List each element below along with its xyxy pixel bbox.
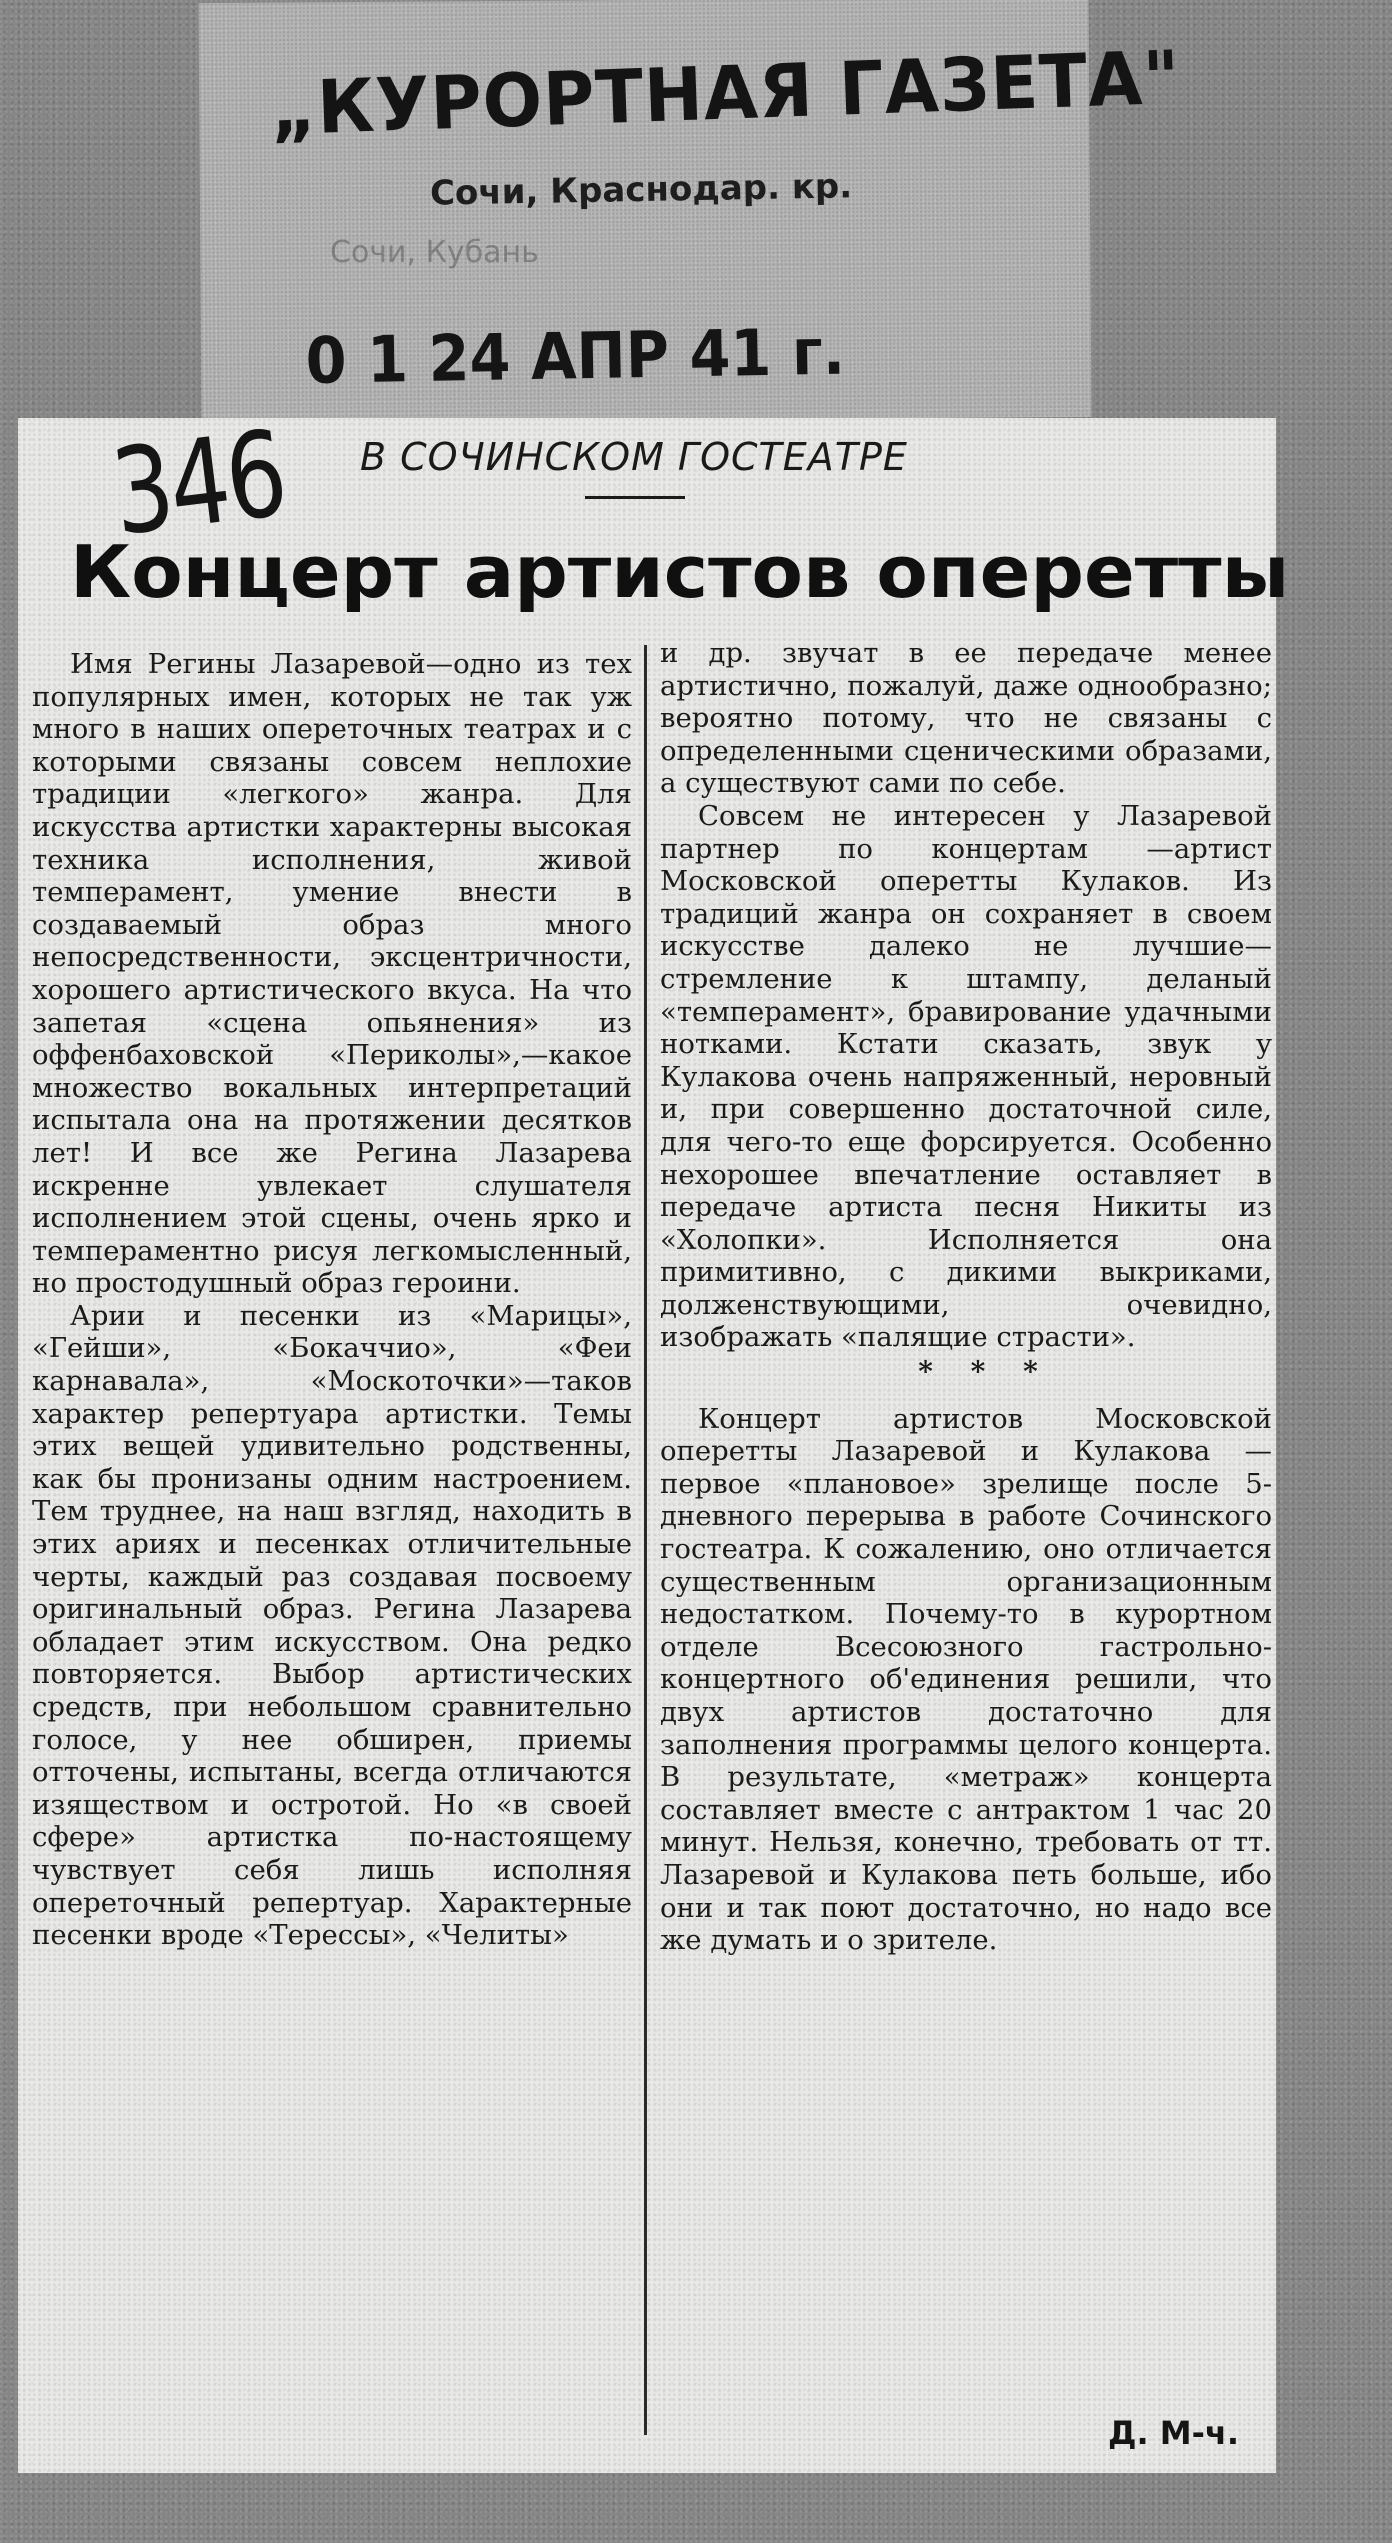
left-paragraph-1: Имя Регины Лазаревой—одно из тех популярных имен, которых не так уж много в наших опереточных театрах и с которыми связаны совсем неплохие традиции «легкого» жанра. Для искусства артистки характерны высокая техника исполнения, живой темперамент, умение внести в создаваемый образ много непосредственности, эксцентричности, хорошего артистического вкуса. На что запетая «сцена опьянения» из оффенбаховской «Периколы»,—какое множество вокальных интерпретаций испытала она на протяжении десятков лет! И все же Регина Лазарева искренне увлекает слушателя исполнением этой сцены, очень ярко и темпераментно рисуя легкомысленный, но простодушный образ героини. [32, 648, 632, 1300]
article-left-column [32, 648, 632, 1952]
handwritten-archive-number: 346 [105, 404, 292, 562]
article-rubric: В СОЧИНСКОМ ГОСТЕАТРЕ [360, 435, 908, 479]
faded-stamp-text: Сочи, Кубань [330, 235, 539, 270]
date-stamp: 0 1 24 АПР 41 г. [305, 315, 846, 399]
newspaper-title: „КУРОРТНАЯ ГАЗЕТА" [268, 34, 1182, 153]
rubric-divider [585, 496, 685, 499]
article-headline: Концерт артистов оперетты [70, 530, 1290, 614]
section-dinkus: * * * [918, 1355, 1052, 1389]
article-right-column [660, 637, 1272, 1957]
column-divider [644, 645, 647, 2435]
left-paragraph-2: Арии и песенки из «Марицы», «Гейши», «Бокаччио», «Феи карнавала», «Москоточки»—таков характер репертуара артистки. Темы этих вещей удивительно родственны, как бы пронизаны одним настроением. Тем труднее, на наш взгляд, находить в этих ариях и песенках отличительные черты, каждый раз создавая посвоему оригинальный образ. Регина Лазарева обладает этим искусством. Она редко повторяется. Выбор артистических средств, при небольшом сравнительно голосе, у нее обширен, приемы отточены, испытаны, всегда отличаются изяществом и остротой. Но «в своей сфере» артистка по-настоящему чувствует себя лишь исполняя опереточный репертуар. Характерные песенки вроде «Терессы», «Челиты» [32, 1299, 632, 1952]
right-paragraph-3: Концерт артистов Московской оперетты Лазаревой и Кулакова — первое «плановое» зрелище после 5-дневного перерыва в работе Сочинского гостеатра. К сожалению, оно отличается существенным организационным недостатком. Почему-то в курортном отделе Всесоюзного гастрольно-концертного об'единения решили, что двух артистов достаточно для заполнения программы целого концерта. В результате, «метраж» концерта составляет вместе с антрактом 1 час 20 минут. Нельзя, конечно, требовать от тт. Лазаревой и Кулакова петь больше, ибо они и так поют достаточно, но надо все же думать и о зрителе. [660, 1402, 1272, 1957]
right-continuation: и др. звучат в ее передаче менее артистично, пожалуй, даже однообразно; вероятно потому, что не связаны с определенными сценическими образами, а существуют сами по себе. [660, 637, 1272, 800]
right-paragraph-2: Совсем не интересен у Лазаревой партнер по концертам —артист Московской оперетты Кулаков. Из традиций жанра он сохраняет в своем искусстве далеко не лучшие— стремление к штампу, деланый «темперамент», бравирование удачными нотками. Кстати сказать, звук у Кулакова очень напряженный, неровный и, при совершенно достаточной силе, для чего-то еще форсируется. Особенно нехорошее впечатление оставляет в передаче артиста песня Никиты из «Холопки». Исполняется она примитивно, с дикими выкриками, долженствующими, очевидно, изображать «палящие страсти». [660, 799, 1272, 1354]
newspaper-place: Сочи, Краснодар. кр. [429, 166, 853, 214]
author-signature: Д. М-ч. [1108, 2414, 1240, 2452]
